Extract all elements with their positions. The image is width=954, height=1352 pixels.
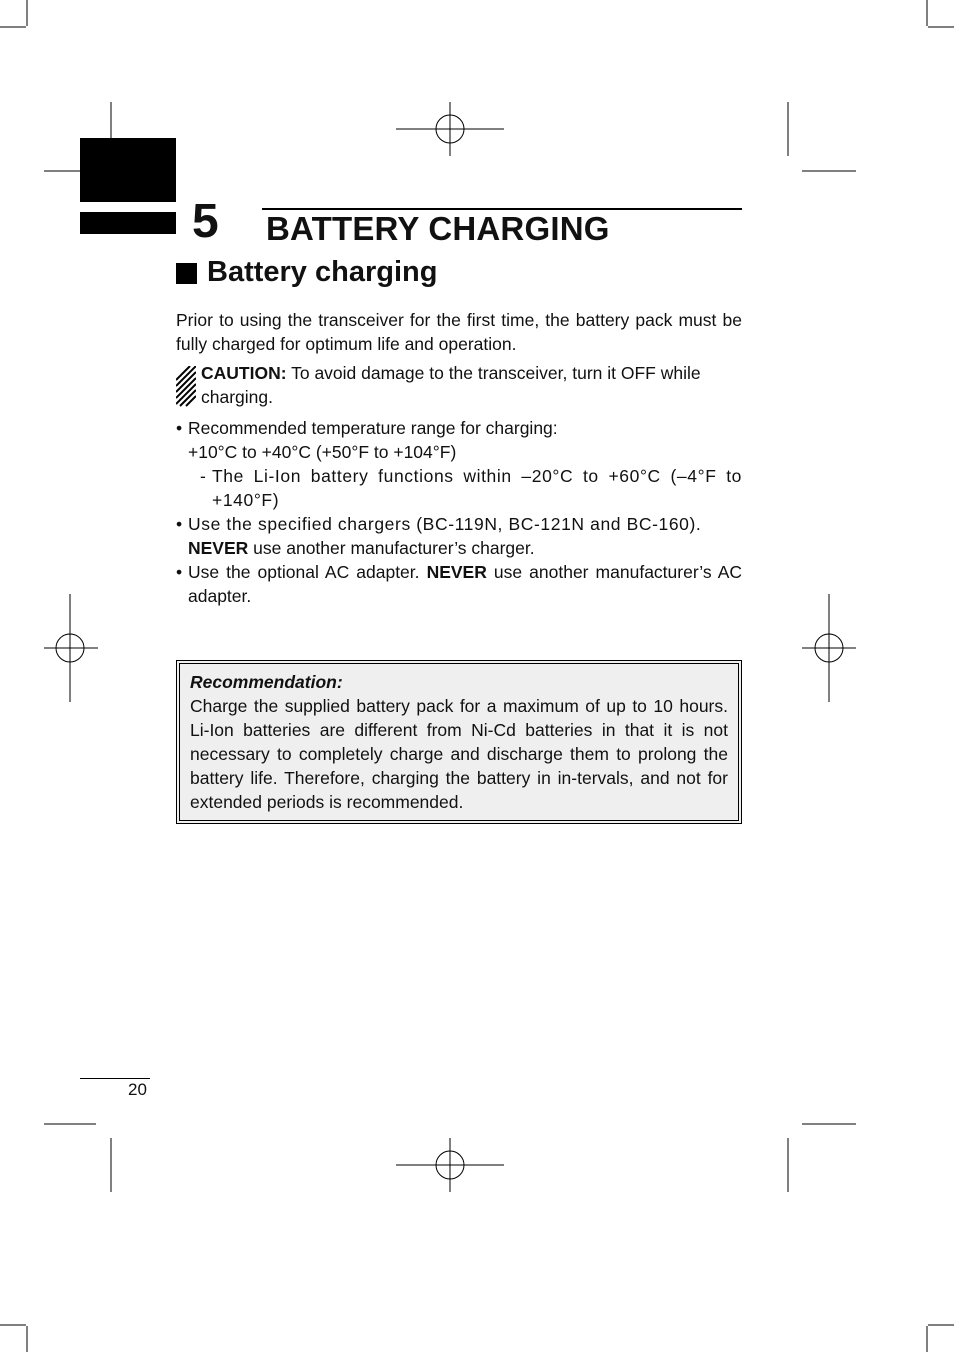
section-heading [176,253,437,291]
recommendation-title: Recommendation: [190,672,343,692]
bullet-text: Recommended temperature range for charging: [188,418,558,438]
bullet-text-rest: use another manufacturer’s AC adapter. [188,562,743,606]
list-item [176,560,742,608]
bullet-text-rest: use another manufacturer’s charger. [248,538,535,558]
chapter-tab-block [80,138,176,202]
recommendation-text: Charge the supplied battery pack for a maximum of up to 10 hours. Li-Ion batteries are different from Ni-Cd batteries in that it is not necessary to completely charge and discharge them to prolong the battery life. Therefore, charging the battery in in-tervals, and not for extended periods is recommended. [190,696,728,812]
dash-icon: - [200,466,207,486]
list-item [176,416,742,512]
page-number-rule [80,1078,150,1079]
never-emphasis: NEVER [188,538,249,558]
chapter-number: 5 [192,195,219,248]
chapter-title: BATTERY CHARGING [266,210,610,247]
temperature-range: +10°C to +40°C (+50°F to +104°F) [188,442,457,462]
sub-item [200,464,742,512]
caution-hatch-icon [176,366,196,408]
recommendation-box [176,660,742,824]
list-item [176,512,742,560]
chapter-tab-bar [80,212,176,234]
section-title: Battery charging [207,256,438,288]
bullet-icon: • [176,562,183,582]
black-square-icon [176,263,197,284]
never-emphasis: NEVER [426,562,487,582]
bullet-icon: • [176,418,183,438]
caution-text: To avoid damage to the transceiver, turn it OFF while charging. [201,363,701,407]
bullet-list [176,416,742,608]
caution-label: CAUTION: [201,363,287,383]
intro-text: Prior to using the transceiver for the first time, the battery pack must be fully charged for optimum life and operation. [176,310,742,354]
page-number: 20 [128,1080,147,1099]
sub-item-text: The Li-Ion battery functions within –20°C to +60°C (–4°F to +140°F) [212,466,742,510]
bullet-text: Use the optional AC adapter. [188,562,427,582]
bullet-icon: • [176,514,183,534]
intro-paragraph [176,308,742,356]
bullet-text: Use the specified chargers (BC-119N, BC-121N and BC-160). [188,514,702,534]
caution-note [176,361,742,409]
